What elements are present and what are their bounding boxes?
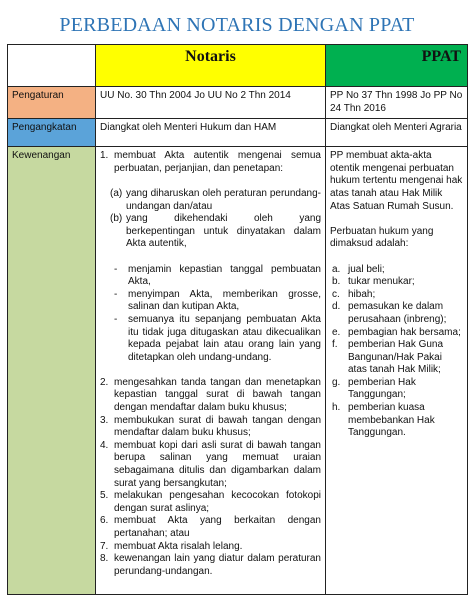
label-pengangkatan: Pengangkatan bbox=[8, 119, 96, 147]
list-item: 7. membuat Akta risalah lelang. bbox=[100, 540, 243, 552]
list-item: - menyimpan Akta, memberikan grosse, salinan dan kutipan Akta, bbox=[114, 288, 321, 313]
kewenangan-ppat bbox=[326, 147, 468, 595]
list-item: 1. membuat Akta autentik mengenai semua perbuatan, perjanjian, dan penetapan: bbox=[100, 150, 321, 174]
kewenangan-notaris bbox=[96, 147, 326, 595]
ppat-intro: PP membuat akta-akta otentik mengenai perbuatan hukum tertentu mengenai hak atas tanah atau Hak Milik Atas Satuan Rumah Susun. bbox=[330, 150, 463, 212]
label-kewenangan: Kewenangan bbox=[8, 147, 96, 595]
row-pengangkatan bbox=[8, 119, 468, 147]
list-item: e. pembagian hak bersama; bbox=[332, 326, 461, 338]
list-item: h. pemberian kuasa membebankan Hak Tanggungan. bbox=[332, 402, 435, 439]
row-pengaturan bbox=[8, 87, 468, 119]
header-notaris: Notaris bbox=[96, 45, 326, 87]
list-item: a. jual beli; bbox=[332, 263, 385, 275]
list-item: 4. membuat kopi dari asli surat di bawah tangan berupa salinan yang memuat uraian sebagaimana ditulis dan digambarkan dalam surat yang bersangkutan; bbox=[100, 439, 321, 489]
list-item: b. tukar menukar; bbox=[332, 276, 415, 288]
list-item: 5. melakukan pengesahan kecocokan fotokopi dengan surat aslinya; bbox=[100, 490, 321, 514]
comparison-table bbox=[7, 44, 468, 595]
page-title: PERBEDAAN NOTARIS DENGAN PPAT bbox=[59, 14, 415, 36]
pengaturan-ppat: PP No 37 Thn 1998 Jo PP No 24 Thn 2016 bbox=[326, 87, 468, 119]
list-item: g. pemberian Hak Tanggungan; bbox=[332, 376, 416, 401]
ppat-lead: Perbuatan hukum yang dimaksud adalah: bbox=[330, 225, 434, 250]
pengangkatan-notaris: Diangkat oleh Menteri Hukum dan HAM bbox=[96, 119, 326, 147]
header-row bbox=[8, 45, 468, 87]
list-item: d. pemasukan ke dalam perusahaan (inbreng); bbox=[332, 301, 447, 325]
list-item: 6. membuat Akta yang berkaitan dengan pertanahan; atau bbox=[100, 515, 321, 539]
label-pengaturan: Pengaturan bbox=[8, 87, 96, 119]
list-item: 8. kewenangan lain yang diatur dalam peraturan perundang-undangan. bbox=[100, 553, 321, 577]
list-item: 3. membukukan surat di bawah tangan dengan mendaftar dalam buku khusus; bbox=[100, 414, 321, 439]
list-item: c. hibah; bbox=[332, 288, 376, 300]
header-ppat: PPAT bbox=[326, 45, 468, 87]
list-item: - semuanya itu sepanjang pembuatan Akta itu tidak juga ditugaskan atau dikecualikan kepada pejabat lain atau orang lain yang ditetapkan oleh undang-undang. bbox=[114, 313, 321, 363]
list-item: (a) yang diharuskan oleh peraturan perundang-undangan dan/atau bbox=[110, 187, 321, 212]
list-item: - menjamin kepastian tanggal pembuatan Akta, bbox=[114, 263, 321, 288]
list-item: 2. mengesahkan tanda tangan dan menetapkan kepastian tanggal surat di bawah tangan dengan mendaftar dalam buku khusus; bbox=[100, 376, 321, 414]
pengaturan-notaris: UU No. 30 Thn 2004 Jo UU No 2 Thn 2014 bbox=[96, 87, 326, 119]
header-empty-cell bbox=[8, 45, 96, 87]
list-item: f. pemberian Hak Guna Bangunan/Hak Pakai atas tanah Hak Milik; bbox=[332, 339, 444, 376]
list-item: (b) yang dikehendaki oleh yang berkepentingan untuk dinyatakan dalam Akta autentik, bbox=[110, 213, 321, 250]
row-kewenangan bbox=[8, 147, 468, 595]
pengangkatan-ppat: Diangkat oleh Menteri Agraria bbox=[326, 119, 468, 147]
